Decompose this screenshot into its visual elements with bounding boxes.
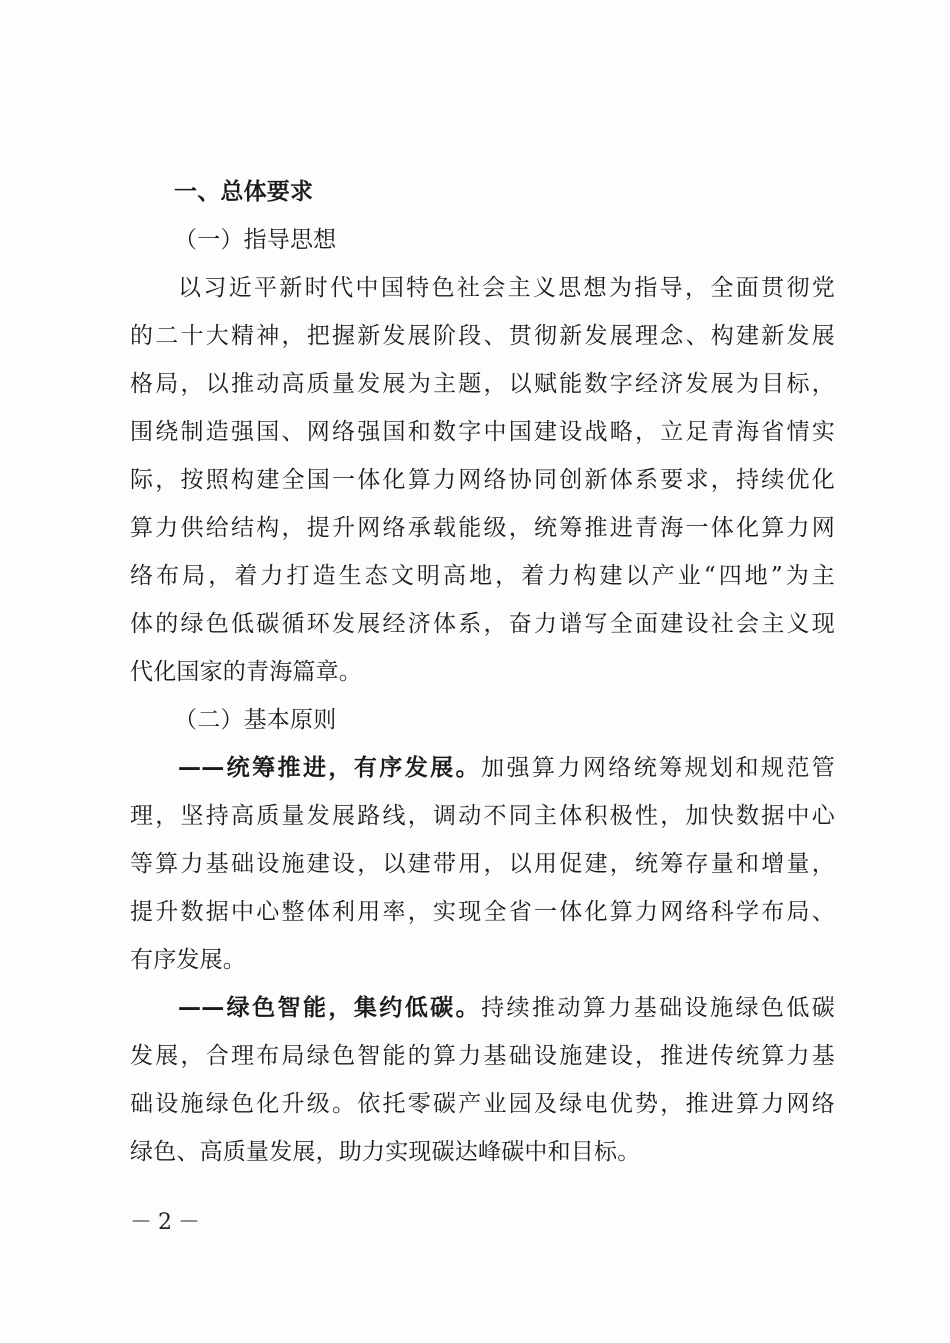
principle-2-first-line — [130, 984, 835, 1032]
paragraph-line: 有序发展。 — [130, 947, 246, 973]
paragraph-line: 络布局，着力打造生态文明高地，着力构建以产业“四地”为主 — [130, 563, 835, 589]
principle-1-text: 加强算力网络统筹规划和规范管 — [481, 755, 835, 781]
paragraph-line: 绿色、高质量发展，助力实现碳达峰碳中和目标。 — [130, 1139, 641, 1165]
paragraph-line: 础设施绿色化升级。依托零碳产业园及绿电优势，推进算力网络 — [130, 1091, 835, 1117]
paragraph-line: 格局，以推动高质量发展为主题，以赋能数字经济发展为目标， — [130, 371, 835, 397]
paragraph-line: 体的绿色低碳循环发展经济体系，奋力谱写全面建设社会主义现 — [130, 611, 835, 637]
paragraph-line: 发展，合理布局绿色智能的算力基础设施建设，推进传统算力基 — [130, 1043, 835, 1069]
paragraph-line: 际，按照构建全国一体化算力网络协同创新体系要求，持续优化 — [130, 467, 835, 493]
paragraph-line: 的二十大精神，把握新发展阶段、贯彻新发展理念、构建新发展 — [130, 323, 835, 349]
page-number: －2－ — [130, 1210, 206, 1235]
paragraph-line: 等算力基础设施建设，以建带用，以用促建，统筹存量和增量， — [130, 851, 835, 877]
principle-1-first-line — [130, 744, 835, 792]
principle-2-lead: ——绿色智能，集约低碳。 — [178, 995, 482, 1021]
principle-2-text: 持续推动算力基础设施绿色低碳 — [481, 995, 835, 1021]
document-body — [130, 168, 835, 1176]
paragraph-line: 代化国家的青海篇章。 — [130, 659, 362, 685]
paragraph-line: 算力供给结构，提升网络承载能级，统筹推进青海一体化算力网 — [130, 515, 835, 541]
paragraph-line: 理，坚持高质量发展路线，调动不同主体积极性，加快数据中心 — [130, 803, 835, 829]
section-title: 一、总体要求 — [174, 179, 314, 205]
principle-1-lead: ——统筹推进，有序发展。 — [178, 755, 482, 781]
paragraph-line: 围绕制造强国、网络强国和数字中国建设战略，立足青海省情实 — [130, 419, 835, 445]
paragraph-line: 以习近平新时代中国特色社会主义思想为指导，全面贯彻党 — [178, 275, 835, 301]
subsection-title-basic-principles: （二）基本原则 — [174, 707, 337, 733]
paragraph-line: 提升数据中心整体利用率，实现全省一体化算力网络科学布局、 — [130, 899, 835, 925]
subsection-title-guiding-ideology: （一）指导思想 — [174, 227, 337, 253]
